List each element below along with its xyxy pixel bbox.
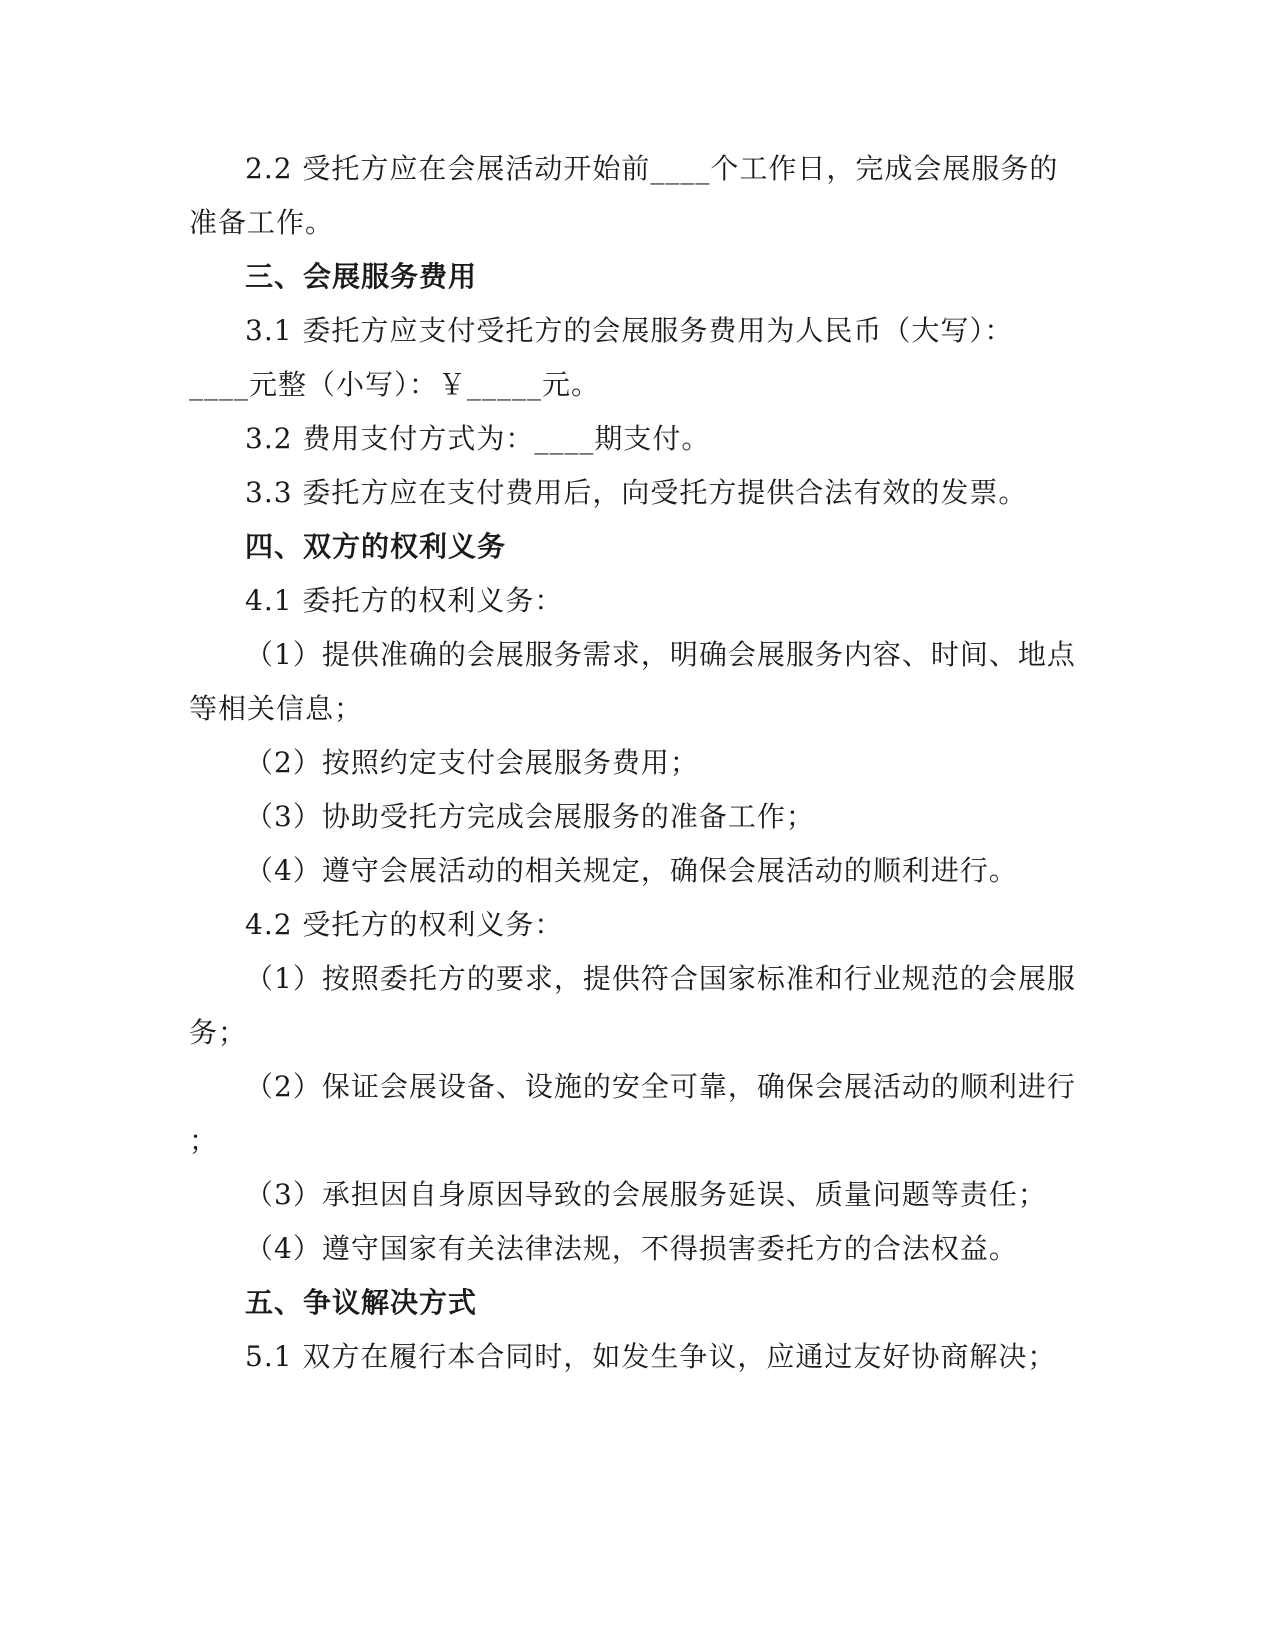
clause-4-1-item-1: （1）提供准确的会展服务需求，明确会展服务内容、时间、地点 — [245, 638, 1076, 671]
clause-2-2: 2.2 受托方应在会展活动开始前____个工作日，完成会展服务的 — [245, 152, 1059, 185]
section-5-heading: 五、争议解决方式 — [245, 1286, 478, 1319]
clause-4-2: 4.2 受托方的权利义务： — [245, 908, 564, 941]
clause-4-2-item-2: （2）保证会展设备、设施的安全可靠，确保会展活动的顺利进行 — [245, 1070, 1076, 1103]
clause-3-1-continued: ____元整（小写）：￥_____元。 — [189, 368, 601, 401]
clause-4-1-item-2: （2）按照约定支付会展服务费用； — [245, 746, 699, 779]
section-4-heading: 四、双方的权利义务 — [245, 530, 507, 563]
clause-4-1-item-4: （4）遵守会展活动的相关规定，确保会展活动的顺利进行。 — [245, 854, 1018, 887]
clause-5-1: 5.1 双方在履行本合同时，如发生争议，应通过友好协商解决； — [245, 1340, 1057, 1373]
section-3-heading: 三、会展服务费用 — [245, 260, 478, 293]
clause-3-3: 3.3 委托方应在支付费用后，向受托方提供合法有效的发票。 — [245, 476, 1028, 509]
clause-4-2-item-1-continued: 务； — [189, 1016, 248, 1049]
clause-3-2: 3.2 费用支付方式为：____期支付。 — [245, 422, 711, 455]
clause-4-2-item-3: （3）承担因自身原因导致的会展服务延误、质量问题等责任； — [245, 1178, 1047, 1211]
clause-4-1-item-1-continued: 等相关信息； — [189, 692, 364, 725]
clause-3-1: 3.1 委托方应支付受托方的会展服务费用为人民币（大写）： — [245, 314, 1014, 347]
clause-4-1-item-3: （3）协助受托方完成会展服务的准备工作； — [245, 800, 815, 833]
clause-4-2-item-4: （4）遵守国家有关法律法规，不得损害委托方的合法权益。 — [245, 1232, 1018, 1265]
clause-4-2-item-2-continued: ； — [189, 1124, 219, 1157]
clause-4-2-item-1: （1）按照委托方的要求，提供符合国家标准和行业规范的会展服 — [245, 962, 1076, 995]
clause-4-1: 4.1 委托方的权利义务： — [245, 584, 564, 617]
clause-2-2-continued: 准备工作。 — [189, 206, 335, 239]
